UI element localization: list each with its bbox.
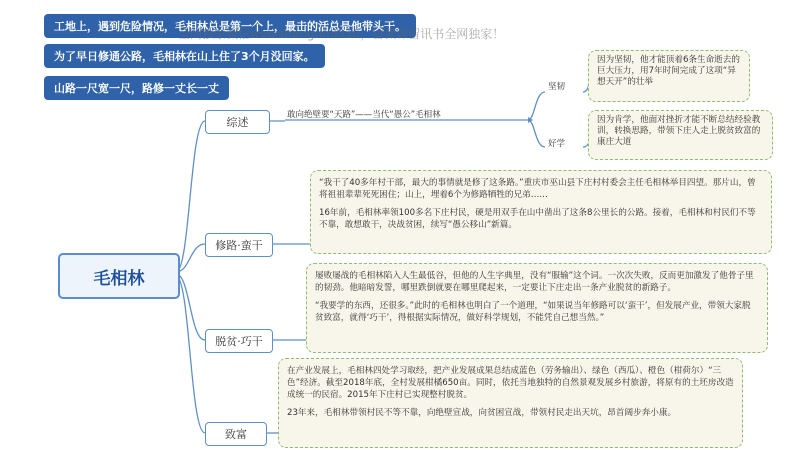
branch-road-building: 修路·蛮干 bbox=[205, 233, 273, 257]
summary-sub-jianren: 坚韧 bbox=[548, 82, 566, 92]
branch-summary: 综述 bbox=[205, 110, 270, 134]
card-poverty-relief-p2: “我要学的东西，还很多。”此时的毛相林也明白了一个道理，“如果说当年修路可以‘蛮干’，但发展产业，带领大家脱贫致富，就得‘巧干’，得根据实际情况，做好科学规划，不能凭自己想当然。” bbox=[315, 301, 751, 323]
card-prosperity-p2: 23年来，毛相林带领村民不等不靠，向绝壁宣战，向贫困宣战，带领村民走出天坑，昂首阔步奔小康。 bbox=[287, 408, 677, 418]
card-jianren: 因为坚韧，他才能顶着6条生命逝去的巨大压力，用7年时间完成了这项“异想天开”的壮举 bbox=[588, 50, 750, 102]
banner-3: 山路一尺宽一尺，路修一丈长一丈 bbox=[44, 76, 229, 100]
summary-label: 敢向绝壁要“天路”——当代“愚公”毛相林 bbox=[287, 110, 441, 120]
branch-prosperity: 致富 bbox=[205, 422, 267, 446]
summary-sub-haoxue: 好学 bbox=[548, 139, 566, 149]
watermark: 全网独家微信wobishangun9910，留微课留讯书全网独家！ bbox=[178, 27, 505, 41]
banner-2: 为了早日修通公路，毛相林在山上住了3个月没回家。 bbox=[44, 44, 325, 68]
card-prosperity bbox=[278, 358, 743, 448]
card-haoxue: 因为肯学，他面对挫折才能不断总结经验教训，转换思路，带领下庄人走上脱贫致富的康庄大道 bbox=[588, 110, 773, 160]
card-road-building-p1: “我干了40多年村干部，最大的事情就是修了这条路。”重庆市巫山县下庄村村委会主任毛相林举目四望。那片山，曾将祖祖辈辈死死困住；山上，埋着6个为修路牺牲的兄弟…… bbox=[319, 178, 756, 200]
card-poverty-relief bbox=[306, 263, 768, 353]
card-road-building bbox=[310, 170, 772, 254]
banner-1: 工地上，遇到危险情况，毛相林总是第一个上，最击的活总是他带头干。 bbox=[44, 14, 416, 38]
root-node: 毛相林 bbox=[58, 253, 180, 299]
card-prosperity-p1: 在产业发展上，毛相林四处学习取经，把产业发展成果总结成蓝色（劳务输出）、绿色（西瓜）、橙色（柑荷尔）“三色”经济。截至2018年底，全村发展柑橘650亩。同时，依托当地独特的自然景观发展乡村旅游，将原有的土坯房改造成统一的民宿。2015年下庄村已实现整村脱贫。 bbox=[287, 366, 734, 400]
card-poverty-relief-p1: 屡败屡战的毛相林陷入人生最低谷，但他的人生字典里，没有“服输”这个词。一次次失败，反而更加激发了他骨子里的韧劲。他暗暗发誓，哪里跌倒就要在哪里爬起来，一定要让下庄走出一条产业脱贫的新路子。 bbox=[315, 271, 754, 293]
branch-poverty-relief: 脱贫·巧干 bbox=[205, 329, 273, 353]
card-road-building-p2: 16年前，毛相林率领100多名下庄村民，硬是用双手在山中凿出了这条8公里长的公路。接着，毛相林和村民们不等不靠，敢想敢干，决战贫困，续写“愚公移山”新篇。 bbox=[319, 208, 756, 230]
